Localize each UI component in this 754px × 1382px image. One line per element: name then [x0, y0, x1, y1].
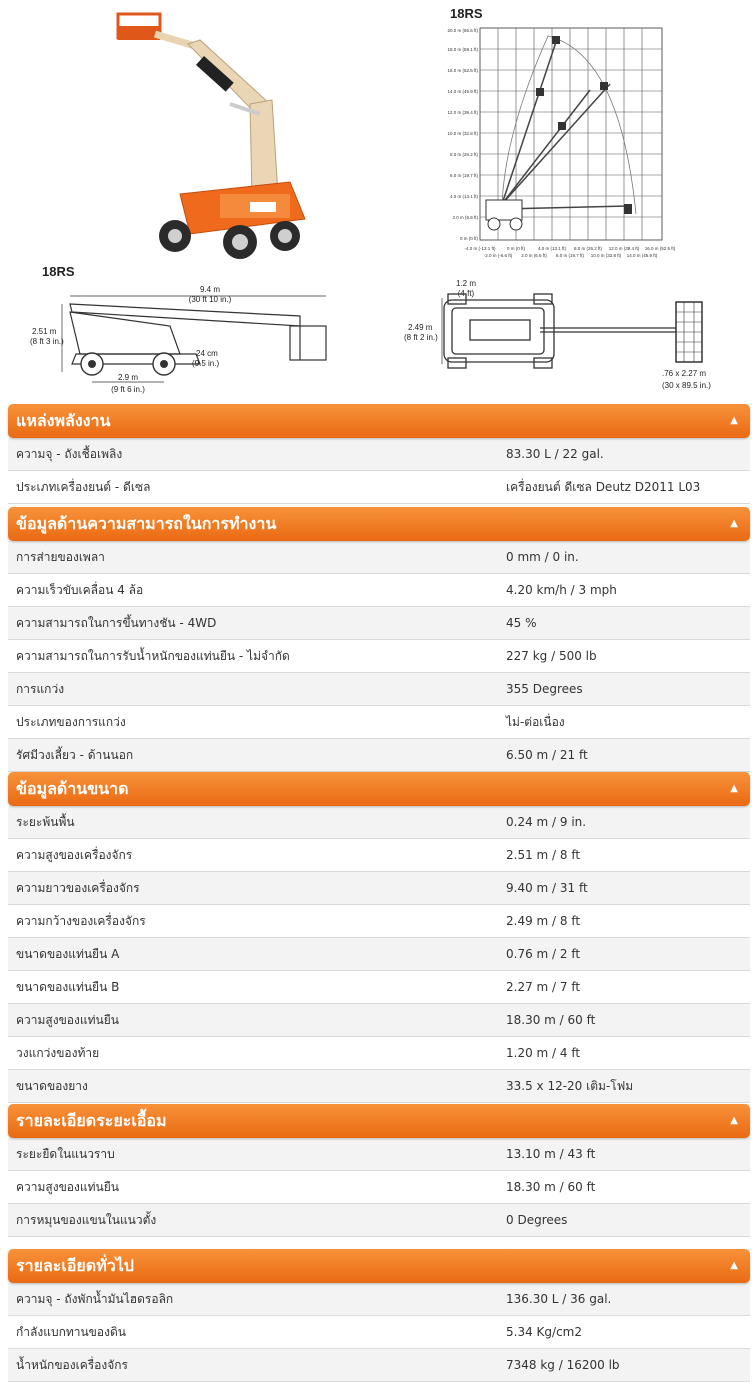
- x-tick: 4.0 m (13.1 ft): [537, 246, 567, 251]
- chevron-up-icon[interactable]: ▲: [730, 1115, 738, 1126]
- spec-value: 1.20 m / 4 ft: [506, 1046, 581, 1060]
- section-reach: [8, 1104, 750, 1237]
- spec-label: ความกว้างของเครื่องจักร: [16, 913, 146, 928]
- spec-label: ขนาดของแท่นยืน B: [16, 979, 120, 994]
- spec-row: [8, 673, 750, 706]
- spec-label: ขนาดของยาง: [16, 1078, 88, 1093]
- spec-row: [8, 1138, 750, 1171]
- spec-value: 2.51 m / 8 ft: [506, 848, 581, 862]
- spec-label: ความจุ - ถังเชื้อเพลิง: [16, 446, 123, 461]
- y-tick: 8.0 m (26.2 ft): [449, 152, 478, 157]
- spec-value: 136.30 L / 36 gal.: [506, 1292, 612, 1306]
- spec-value: 0 mm / 0 in.: [506, 550, 579, 564]
- y-tick: 0 m (0 ft): [459, 236, 478, 241]
- x-tick: 16.0 m (52.5 ft): [644, 246, 676, 251]
- spec-value: 33.5 x 12-20 เติม-โฟม: [506, 1078, 634, 1093]
- spec-row: [8, 1349, 750, 1382]
- spec-row: [8, 1204, 750, 1237]
- section-power-source: [8, 404, 750, 504]
- section-title: ข้อมูลด้านขนาด: [16, 779, 129, 798]
- working-range-chart: [440, 24, 676, 264]
- spec-value: 6.50 m / 21 ft: [506, 748, 588, 762]
- spec-value: เครื่องยนต์ ดีเซล Deutz D2011 L03: [506, 479, 701, 494]
- spec-label: วงแกว่งของท้าย: [16, 1045, 100, 1060]
- section-title: รายละเอียดระยะเอื้อม: [16, 1111, 167, 1130]
- y-tick: 14.0 m (45.9 ft): [447, 89, 478, 94]
- section-title: รายละเอียดทั่วไป: [16, 1256, 134, 1275]
- height-dim-ft: (8 ft 3 in.): [30, 337, 64, 346]
- spec-value: 0.24 m / 9 in.: [506, 815, 587, 829]
- spec-row: [8, 905, 750, 938]
- spec-value: 2.49 m / 8 ft: [506, 914, 581, 928]
- section-title: ข้อมูลด้านความสามารถในการทำงาน: [16, 514, 277, 533]
- y-tick: 6.0 m (19.7 ft): [449, 173, 478, 178]
- x-tick: 8.0 m (26.2 ft): [573, 246, 603, 251]
- spec-value: 355 Degrees: [506, 682, 583, 696]
- figures-area: [0, 0, 754, 400]
- spec-row: [8, 607, 750, 640]
- x-tick: 10.0 m (32.8 ft): [590, 253, 622, 258]
- height-dim: 2.51 m: [32, 327, 57, 336]
- spec-label: ความจุ - ถังพักน้ำมันไฮดรอลิก: [16, 1291, 174, 1306]
- spec-row: [8, 1316, 750, 1349]
- spec-value: 18.30 m / 60 ft: [506, 1013, 596, 1027]
- spec-row: [8, 839, 750, 872]
- y-tick: 2.0 m (6.6 ft): [452, 215, 478, 220]
- top-view-drawing: [400, 276, 730, 396]
- spec-label: ความสูงของแท่นยืน: [16, 1179, 119, 1194]
- spec-label: ประเภทเครื่องยนต์ - ดีเซล: [16, 479, 151, 494]
- tail-dim: 1.2 m: [455, 279, 477, 288]
- spec-value: 2.27 m / 7 ft: [506, 980, 581, 994]
- spec-row: [8, 1283, 750, 1316]
- spec-label: ความสามารถในการรับน้ำหนักของแท่นยืน - ไม่จำกัด: [16, 648, 290, 663]
- spec-label: กำลังแบกทานของดิน: [16, 1324, 126, 1339]
- width-dim-ft: (8 ft 2 in.): [404, 333, 438, 342]
- spec-row: [8, 706, 750, 739]
- x-tick: -4.0 m (-13.1 ft): [464, 246, 496, 251]
- spec-label: ความยาวของเครื่องจักร: [16, 880, 140, 895]
- spec-row: [8, 574, 750, 607]
- chevron-up-icon[interactable]: ▲: [730, 415, 738, 426]
- y-tick: 4.0 m (13.1 ft): [449, 194, 478, 199]
- spec-value: 83.30 L / 22 gal.: [506, 447, 604, 461]
- clearance-dim-in: (9.5 in.): [192, 359, 220, 368]
- spec-row: [8, 640, 750, 673]
- section-header[interactable]: [8, 404, 750, 438]
- length-dim-ft: (30 ft 10 in.): [188, 295, 232, 304]
- section-dimensions: [8, 772, 750, 1103]
- spec-value: ไม่-ต่อเนื่อง: [506, 714, 565, 729]
- length-dim: 9.4 m: [199, 285, 221, 294]
- spec-row: [8, 938, 750, 971]
- spec-label: ความเร็วขับเคลื่อน 4 ล้อ: [16, 582, 144, 597]
- spec-value: 0 Degrees: [506, 1213, 568, 1227]
- spec-row: [8, 1037, 750, 1070]
- section-general: [8, 1249, 750, 1382]
- section-performance: [8, 507, 750, 772]
- chevron-up-icon[interactable]: ▲: [730, 518, 738, 529]
- section-header[interactable]: [8, 772, 750, 806]
- spec-label: ระยะยืดในแนวราบ: [16, 1146, 115, 1161]
- spec-value: 0.76 m / 2 ft: [506, 947, 581, 961]
- spec-row: [8, 438, 750, 471]
- spec-label: การส่ายของเพลา: [16, 549, 105, 564]
- spec-label: ความสูงของเครื่องจักร: [16, 847, 133, 862]
- side-view-label: 18RS: [42, 264, 75, 279]
- spec-label: รัศมีวงเลี้ยว - ด้านนอก: [16, 747, 134, 762]
- section-title: แหล่งพลังงาน: [16, 411, 111, 430]
- spec-label: ความสูงของแท่นยืน: [16, 1012, 119, 1027]
- width-dim: 2.49 m: [408, 323, 433, 332]
- platform-dim: .76 x 2.27 m: [662, 369, 707, 378]
- spec-value: 4.20 km/h / 3 mph: [506, 583, 617, 597]
- x-tick: 14.0 m (45.9 ft): [626, 253, 658, 258]
- x-tick: -2.0 m (-6.6 ft): [483, 253, 513, 258]
- section-header[interactable]: [8, 507, 750, 541]
- tail-dim-ft: (4 ft): [457, 289, 475, 298]
- spec-label: ประเภทของการแกว่ง: [16, 714, 126, 729]
- spec-value: 5.34 Kg/cm2: [506, 1325, 582, 1339]
- spec-row: [8, 541, 750, 574]
- y-tick: 20.0 m (65.6 ft): [447, 28, 478, 33]
- y-tick: 18.0 m (59.1 ft): [447, 47, 478, 52]
- spec-row: [8, 739, 750, 772]
- spec-row: [8, 471, 750, 504]
- spec-label: น้ำหนักของเครื่องจักร: [16, 1357, 128, 1372]
- spec-label: ขนาดของแท่นยืน A: [16, 946, 120, 961]
- x-tick: 2.0 m (6.6 ft): [521, 253, 547, 258]
- spec-label: ระยะพ้นพื้น: [16, 814, 75, 829]
- side-view-drawing: [0, 282, 340, 400]
- y-tick: 16.0 m (52.5 ft): [447, 68, 478, 73]
- chevron-up-icon[interactable]: ▲: [730, 1260, 738, 1271]
- x-tick: 6.0 m (19.7 ft): [555, 253, 585, 258]
- chart-model-label: 18RS: [450, 6, 483, 21]
- y-tick: 10.0 m (32.8 ft): [447, 131, 478, 136]
- chevron-up-icon[interactable]: ▲: [730, 783, 738, 794]
- wheelbase-dim-ft: (9 ft 6 in.): [111, 385, 145, 394]
- platform-dim-in: (30 x 89.5 in.): [662, 381, 711, 390]
- spec-value: 45 %: [506, 616, 537, 630]
- x-tick: 0 m (0 ft): [506, 246, 526, 251]
- section-header[interactable]: [8, 1104, 750, 1138]
- x-tick: 12.0 m (39.4 ft): [608, 246, 640, 251]
- boom-lift-photo: [100, 4, 320, 262]
- spec-label: การหมุนของแขนในแนวตั้ง: [16, 1212, 157, 1227]
- spec-label: ความสามารถในการขึ้นทางชัน - 4WD: [16, 615, 217, 630]
- spec-row: [8, 1171, 750, 1204]
- spec-value: 18.30 m / 60 ft: [506, 1180, 596, 1194]
- spec-row: [8, 971, 750, 1004]
- section-header[interactable]: [8, 1249, 750, 1283]
- y-tick: 12.0 m (39.4 ft): [447, 110, 478, 115]
- wheelbase-dim: 2.9 m: [117, 373, 139, 382]
- spec-value: 9.40 m / 31 ft: [506, 881, 588, 895]
- spec-row: [8, 1004, 750, 1037]
- spec-row: [8, 872, 750, 905]
- spec-row: [8, 1070, 750, 1103]
- spec-value: 227 kg / 500 lb: [506, 649, 597, 663]
- spec-row: [8, 806, 750, 839]
- spec-value: 13.10 m / 43 ft: [506, 1147, 596, 1161]
- spec-label: การแกว่ง: [16, 681, 65, 696]
- spec-value: 7348 kg / 16200 lb: [506, 1358, 620, 1372]
- clearance-dim: 24 cm: [196, 349, 218, 358]
